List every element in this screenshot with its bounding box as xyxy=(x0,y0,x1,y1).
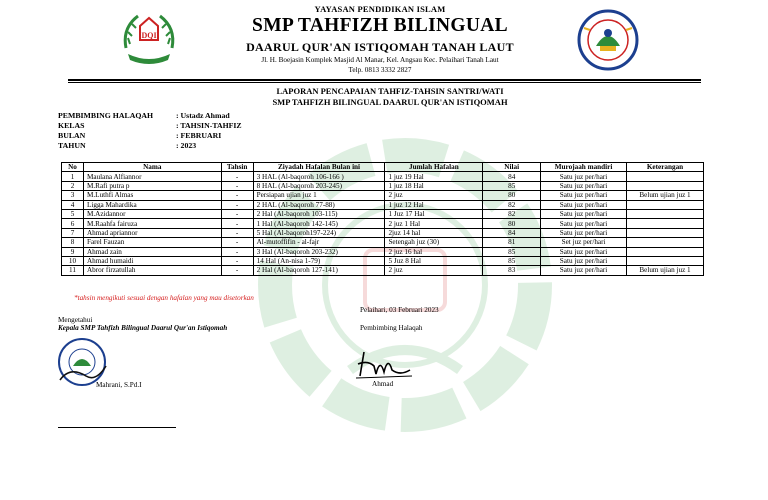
table-cell: - xyxy=(221,228,253,237)
meta-label: TAHUN xyxy=(58,141,86,150)
table-cell: 85 xyxy=(483,247,541,256)
table-row xyxy=(62,209,704,218)
table-cell: 5 Juz 8 Hal xyxy=(385,256,483,265)
table-cell: Abror firzatullah xyxy=(83,266,221,275)
report-subtitle: SMP TAHFIZH BILINGUAL DAARUL QUR'AN ISTIQOMAH xyxy=(272,97,508,107)
tahfizh-bilingual-logo xyxy=(576,8,640,72)
column-header: Jumlah Hafalan xyxy=(385,163,483,172)
column-header: Tahsin xyxy=(221,163,253,172)
table-cell: 84 xyxy=(483,172,541,181)
table-cell: 1 juz 18 Hal xyxy=(385,181,483,190)
table-cell: 1 xyxy=(62,172,84,181)
table-cell xyxy=(627,172,704,181)
meta-row-year xyxy=(58,141,242,151)
table-cell: Satu juz per/hari xyxy=(541,266,627,275)
column-header: Nilai xyxy=(483,163,541,172)
table-cell: 82 xyxy=(483,209,541,218)
foundation-name: YAYASAN PENDIDIKAN ISLAM xyxy=(314,4,446,14)
table-cell: Setengah juz (30) xyxy=(385,238,483,247)
table-cell: 81 xyxy=(483,238,541,247)
table-cell: 5 Hal (Al-baqoroh197-224) xyxy=(253,228,385,237)
table-cell: Satu juz per/hari xyxy=(541,200,627,209)
table-cell: 3 xyxy=(62,191,84,200)
school-name: SMP TAHFIZH BILINGUAL xyxy=(252,15,508,36)
supervisor-signature xyxy=(354,346,414,382)
table-cell: 80 xyxy=(483,219,541,228)
school-phone: Telp. 0813 3332 2827 xyxy=(348,66,412,74)
table-cell: Ligga Mahardika xyxy=(83,200,221,209)
table-cell: M.Luthfi Almas xyxy=(83,191,221,200)
table-row xyxy=(62,266,704,275)
table-cell: 11 xyxy=(62,266,84,275)
table-cell: - xyxy=(221,256,253,265)
table-cell: 4 xyxy=(62,200,84,209)
table-cell: - xyxy=(221,200,253,209)
table-cell xyxy=(627,256,704,265)
achievement-table xyxy=(61,162,704,276)
table-cell xyxy=(627,238,704,247)
table-body xyxy=(62,172,704,275)
table-cell: 85 xyxy=(483,181,541,190)
table-cell: - xyxy=(221,191,253,200)
table-cell: Satu juz per/hari xyxy=(541,209,627,218)
table-row xyxy=(62,238,704,247)
table-cell: M.Raahfa fairuza xyxy=(83,219,221,228)
table-cell: 2 Hal (Al-baqoroh 103-115) xyxy=(253,209,385,218)
table-cell: 6 xyxy=(62,219,84,228)
table-cell: 2 xyxy=(62,181,84,190)
table-row xyxy=(62,191,704,200)
table-cell: Al-mutoffifin - al-fajr xyxy=(253,238,385,247)
table-cell: Ahmad zain xyxy=(83,247,221,256)
meta-label: PEMBIMBING HALAQAH xyxy=(58,111,154,120)
table-cell: M.Rafi putra p xyxy=(83,181,221,190)
principal-name: Mahrani, S.Pd.I xyxy=(96,381,142,389)
meta-value: : 2023 xyxy=(176,141,197,150)
table-row xyxy=(62,228,704,237)
table-cell: Belum ujian juz 1 xyxy=(627,191,704,200)
table-cell: 2 juz xyxy=(385,191,483,200)
report-meta xyxy=(58,111,242,151)
table-cell: Farel Fauzan xyxy=(83,238,221,247)
meta-value: : TAHSIN-TAHFIZ xyxy=(176,121,242,130)
meta-row-supervisor xyxy=(58,111,242,121)
table-cell xyxy=(627,219,704,228)
table-cell: M.Azidannor xyxy=(83,209,221,218)
table-cell: 83 xyxy=(483,266,541,275)
table-cell: 2 Hal (Al-baqoroh 127-141) xyxy=(253,266,385,275)
table-cell: 2 juz xyxy=(385,266,483,275)
table-cell: Satu juz per/hari xyxy=(541,219,627,228)
table-cell: - xyxy=(221,266,253,275)
table-cell xyxy=(627,228,704,237)
table-cell: 1 Hal (Al-baqoroh 142-145) xyxy=(253,219,385,228)
table-cell: - xyxy=(221,238,253,247)
principal-title: Kepala SMP Tahfizh Bilingual Daarul Qur'an Istiqomah xyxy=(58,324,228,332)
table-cell: - xyxy=(221,219,253,228)
meta-value: : Ustadz Ahmad xyxy=(176,111,230,120)
supervisor-title: Pembimbing Halaqah xyxy=(360,324,423,332)
table-cell: Satu juz per/hari xyxy=(541,191,627,200)
table-cell: 3 HAL (Al-baqoroh 106-166 ) xyxy=(253,172,385,181)
table-row xyxy=(62,219,704,228)
table-cell xyxy=(627,200,704,209)
table-cell: Satu juz per/hari xyxy=(541,172,627,181)
table-cell xyxy=(627,209,704,218)
place-date: Pelaihari, 03 Februari 2023 xyxy=(360,306,439,314)
table-cell: Belum ujian juz 1 xyxy=(627,266,704,275)
acknowledged-label: Mengetahui xyxy=(58,316,93,324)
table-row xyxy=(62,256,704,265)
table-cell: 82 xyxy=(483,200,541,209)
table-cell: 1 juz 19 Hal xyxy=(385,172,483,181)
footer-divider xyxy=(58,427,176,428)
table-cell xyxy=(627,247,704,256)
header-divider-thin xyxy=(68,82,701,83)
table-row xyxy=(62,172,704,181)
column-header: Nama xyxy=(83,163,221,172)
table-cell: 2juz 14 hal xyxy=(385,228,483,237)
table-cell: 84 xyxy=(483,228,541,237)
table-cell: 3 Hal (Al-baqoroh 203-232) xyxy=(253,247,385,256)
table-cell xyxy=(627,181,704,190)
column-header: Murojaah mandiri xyxy=(541,163,627,172)
column-header: Keterangan xyxy=(627,163,704,172)
table-cell: 14 Hal (An-nisa 1-79) xyxy=(253,256,385,265)
table-cell: Ahmad humaidi xyxy=(83,256,221,265)
tahsin-note: *tahsin mengikuti sesuai dengan hafalan yang mau disetorkan xyxy=(74,294,254,302)
header-divider xyxy=(68,79,701,81)
table-cell: - xyxy=(221,209,253,218)
table-row xyxy=(62,200,704,209)
svg-text:DQI: DQI xyxy=(141,31,157,40)
table-cell: 7 xyxy=(62,228,84,237)
table-cell: 80 xyxy=(483,191,541,200)
meta-value: : FEBRUARI xyxy=(176,131,222,140)
meta-row-month xyxy=(58,131,242,141)
school-logo xyxy=(118,6,180,68)
table-cell: Ahmad apriannor xyxy=(83,228,221,237)
column-header: Ziyadah Hafalan Bulan ini xyxy=(253,163,385,172)
table-cell: Maulana Alfiannor xyxy=(83,172,221,181)
table-cell: 8 xyxy=(62,238,84,247)
table-cell: 1 juz 12 Hal xyxy=(385,200,483,209)
boarding-name: DAARUL QUR'AN ISTIQOMAH TANAH LAUT xyxy=(246,40,514,54)
table-cell: 85 xyxy=(483,256,541,265)
column-header: No xyxy=(62,163,84,172)
table-cell: 1 Juz 17 Hal xyxy=(385,209,483,218)
meta-label: KELAS xyxy=(58,121,85,130)
table-row xyxy=(62,181,704,190)
table-cell: 2 HAL (Al-baqoroh 77-88) xyxy=(253,200,385,209)
meta-row-class xyxy=(58,121,242,131)
table-cell: Satu juz per/hari xyxy=(541,247,627,256)
table-cell: 2 juz 16 hal xyxy=(385,247,483,256)
school-address: Jl. H. Boejasin Komplek Masjid Al Manar, Kel. Angsau Kec. Pelaihari Tanah Laut xyxy=(261,56,499,64)
table-row xyxy=(62,247,704,256)
table-cell: - xyxy=(221,247,253,256)
table-cell: Satu juz per/hari xyxy=(541,181,627,190)
table-cell: Persiapan ujian juz 1 xyxy=(253,191,385,200)
table-cell: 5 xyxy=(62,209,84,218)
table-cell: - xyxy=(221,181,253,190)
table-cell: - xyxy=(221,172,253,181)
report-title: LAPORAN PENCAPAIAN TAHFIZ-TAHSIN SANTRI/WATI xyxy=(276,86,504,96)
table-cell: Satu juz per/hari xyxy=(541,228,627,237)
supervisor-name: Ahmad xyxy=(372,380,394,388)
table-cell: 2 juz 1 Hal xyxy=(385,219,483,228)
meta-label: BULAN xyxy=(58,131,86,140)
table-cell: Set juz per/hari xyxy=(541,238,627,247)
table-cell: 9 xyxy=(62,247,84,256)
table-cell: 8 HAL (Al-baqoroh 203-245) xyxy=(253,181,385,190)
table-header-row xyxy=(62,163,704,172)
table-cell: Satu juz per/hari xyxy=(541,256,627,265)
table-cell: 10 xyxy=(62,256,84,265)
